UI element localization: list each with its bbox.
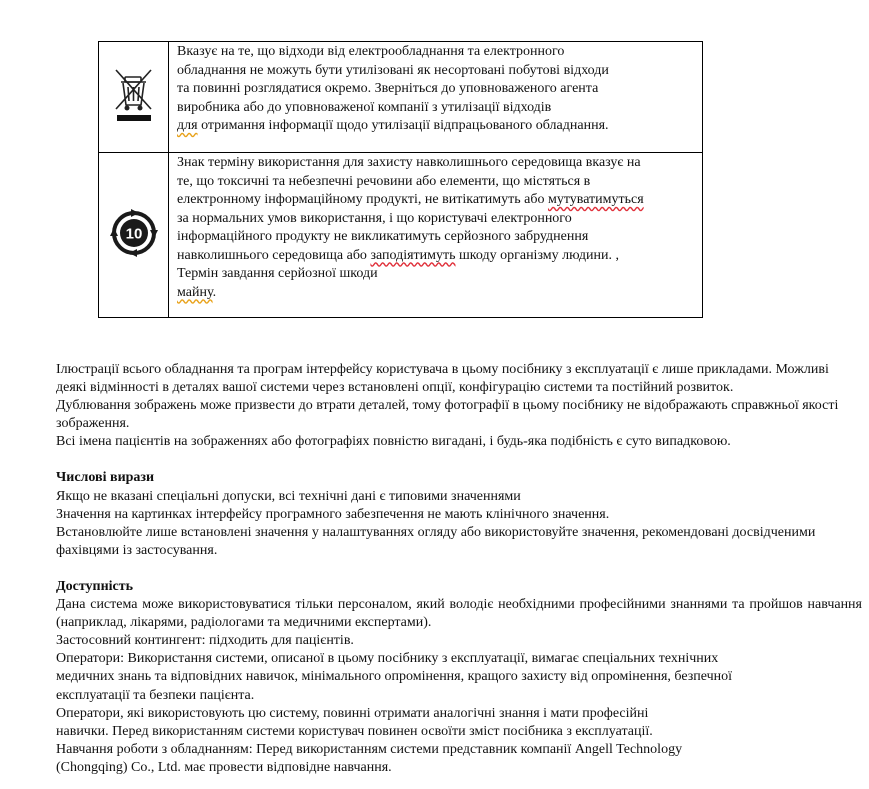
numeric-paragraph: Якщо не вказані спеціальні допуски, всі технічні дані є типовими значеннями: [56, 488, 521, 504]
weee-description-cell: [169, 42, 703, 153]
epup-description-cell: [169, 153, 703, 318]
use-period-number: 10: [125, 225, 142, 242]
epup-text-part: шкоду організму людини. ,: [455, 247, 619, 263]
accessibility-paragraph: Оператори: Використання системи, описаної в цьому посібнику з експлуатації, вимагає спеціальних технічних: [56, 651, 719, 667]
accessibility-paragraph: (Chongqing) Co., Ltd. має провести відповідне навчання.: [56, 759, 392, 775]
accessibility-paragraph: Застосовний контингент: підходить для пацієнтів.: [56, 633, 354, 649]
crossed-out-wheelie-bin-icon: [111, 67, 157, 123]
weee-text-rest: отримання інформації щодо утилізації відпрацьованого обладнання.: [197, 118, 609, 133]
accessibility-paragraph: Дана система може використовуватися тільки персоналом, який володіє необхідними професійними знаннями та пройшов навчання (наприклад, лікарями, радіологами та медичними експертами).: [56, 597, 862, 631]
spelling-flagged-word[interactable]: мутуватимуться: [547, 192, 644, 207]
disclaimer-paragraph: Дублювання зображень може призвести до втрати деталей, тому фотографії в цьому посібнику не відображають справжньої якості зображення.: [56, 398, 839, 432]
icon-cell: [99, 42, 169, 153]
grammar-flagged-word[interactable]: майну: [177, 284, 213, 300]
weee-text-line: виробника або до уповноваженої компанії з утилізації відходів: [177, 99, 552, 115]
epup-text-part: електронному інформаційному продукті, не витікатимуть або: [177, 192, 548, 207]
accessibility-paragraph: Оператори, які використовують цю систему, повинні отримати аналогічні знання і мати професійні: [56, 705, 649, 721]
weee-text-line: [177, 117, 702, 136]
disclaimer-paragraph: Ілюстрації всього обладнання та програм інтерфейсу користувача в цьому посібнику з експлуатації є лише прикладами. Можливі деякі відмінності в деталях вашої системи через встановлені опції, конфігурацію системи та постійний розвиток.: [56, 362, 829, 396]
weee-text-line: та повинні розглядатися окремо. Зверніться до уповноваженого агента: [177, 81, 599, 96]
document-body: [56, 361, 862, 777]
accessibility-paragraph: експлуатації та безпеки пацієнта.: [56, 687, 255, 703]
weee-text-line: Вказує на те, що відходи від електрообладнання та електронного: [177, 44, 565, 59]
weee-text-line: обладнання не можуть бути утилізовані як несортовані побутові відходи: [177, 62, 609, 78]
table-row-weee: [99, 42, 703, 153]
disclaimer-paragraph: Всі імена пацієнтів на зображеннях або фотографіях повністю вигадані, і будь-яка подібність є суто випадковою.: [56, 434, 731, 450]
accessibility-paragraph: медичних знань та відповідних навичок, мінімального опромінення, кращого захисту від опромінення, безпечної: [56, 669, 733, 685]
icon-cell: [99, 153, 169, 318]
numeric-paragraph: Встановлюйте лише встановлені значення у налаштуваннях огляду або використовуйте значення, рекомендовані досвідченими фахівцями із застосування.: [56, 524, 816, 558]
epup-text-line: Термін завдання серйозної шкоди: [177, 266, 378, 281]
epup-text-line: [177, 247, 702, 266]
epup-text-line: те, що токсичні та небезпечні речовини або елементи, що містяться в: [177, 173, 591, 189]
grammar-flagged-word[interactable]: для: [177, 118, 198, 133]
epup-text-line: за нормальних умов використання, і що користувачі електронного: [177, 210, 572, 226]
accessibility-paragraph: навички. Перед використанням системи користувач повинен освоїти зміст посібника з експлуатації.: [56, 723, 653, 739]
accessibility-heading: Доступність: [56, 578, 134, 594]
epup-text-line: Знак терміну використання для захисту навколишнього середовища вказує на: [177, 155, 641, 170]
accessibility-paragraph: Навчання роботи з обладнанням: Перед використанням системи представник компанії Angell Technology: [56, 741, 683, 757]
spelling-flagged-word[interactable]: заподіятимуть: [370, 247, 456, 263]
epup-text-part: навколишнього середовища або: [177, 247, 371, 263]
epup-text-line: [177, 284, 702, 303]
epup-text-part: .: [212, 284, 217, 300]
table-row-epup: [99, 153, 703, 318]
environment-protection-use-period-icon: [110, 209, 158, 257]
numeric-paragraph: Значення на картинках інтерфейсу програмного забезпечення не мають клінічного значення.: [56, 506, 610, 522]
numeric-expressions-heading: Числові вирази: [56, 470, 155, 486]
symbols-table: [98, 41, 703, 318]
epup-text-line: інформаційного продукту не викликатимуть серйозного забруднення: [177, 229, 589, 244]
epup-text-line: [177, 191, 702, 210]
